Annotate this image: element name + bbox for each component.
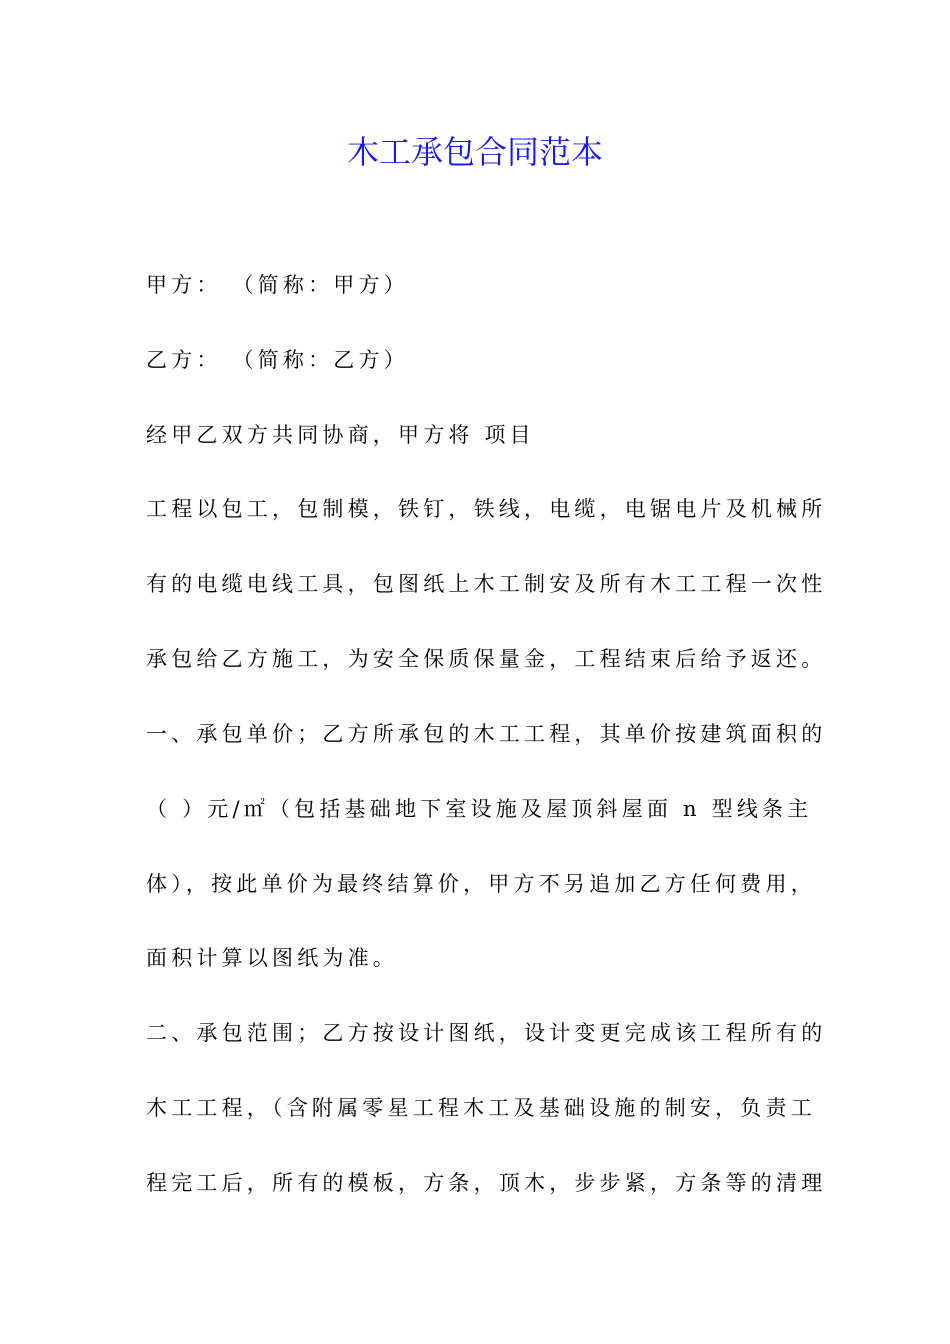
body-line: （ ）元/㎡（包括基础地下室设施及屋顶斜屋面 n 型线条主 <box>146 797 813 821</box>
body-line: 木工工程，（含附属零星工程木工及基础设施的制安，负责工 <box>146 1096 816 1120</box>
body-line: 经甲乙双方共同协商，甲方将 项目 <box>146 423 535 447</box>
clause-1-line: 一、承包单价；乙方所承包的木工工程，其单价按建筑面积的 <box>146 722 827 746</box>
body-line: 工程以包工，包制模，铁钉，铁线，电缆，电锯电片及机械所 <box>146 497 827 521</box>
body-line: 承包给乙方施工，为安全保质保量金，工程结束后给予返还。 <box>146 647 827 671</box>
document-title: 木工承包合同范本 <box>346 133 603 171</box>
body-line: 体），按此单价为最终结算价，甲方不另追加乙方任何费用， <box>146 872 816 896</box>
clause-2-line: 二、承包范围；乙方按设计图纸，设计变更完成该工程所有的 <box>146 1021 827 1045</box>
party-a-line: 甲方： （简称：甲方） <box>146 273 409 297</box>
body-line: 面积计算以图纸为准。 <box>146 946 398 970</box>
party-b-line: 乙方： （简称：乙方） <box>146 348 409 372</box>
body-line: 有的电缆电线工具，包图纸上木工制安及所有木工工程一次性 <box>146 572 827 596</box>
body-line: 程完工后，所有的模板，方条，顶木，步步紧，方条等的清理 <box>146 1171 827 1195</box>
